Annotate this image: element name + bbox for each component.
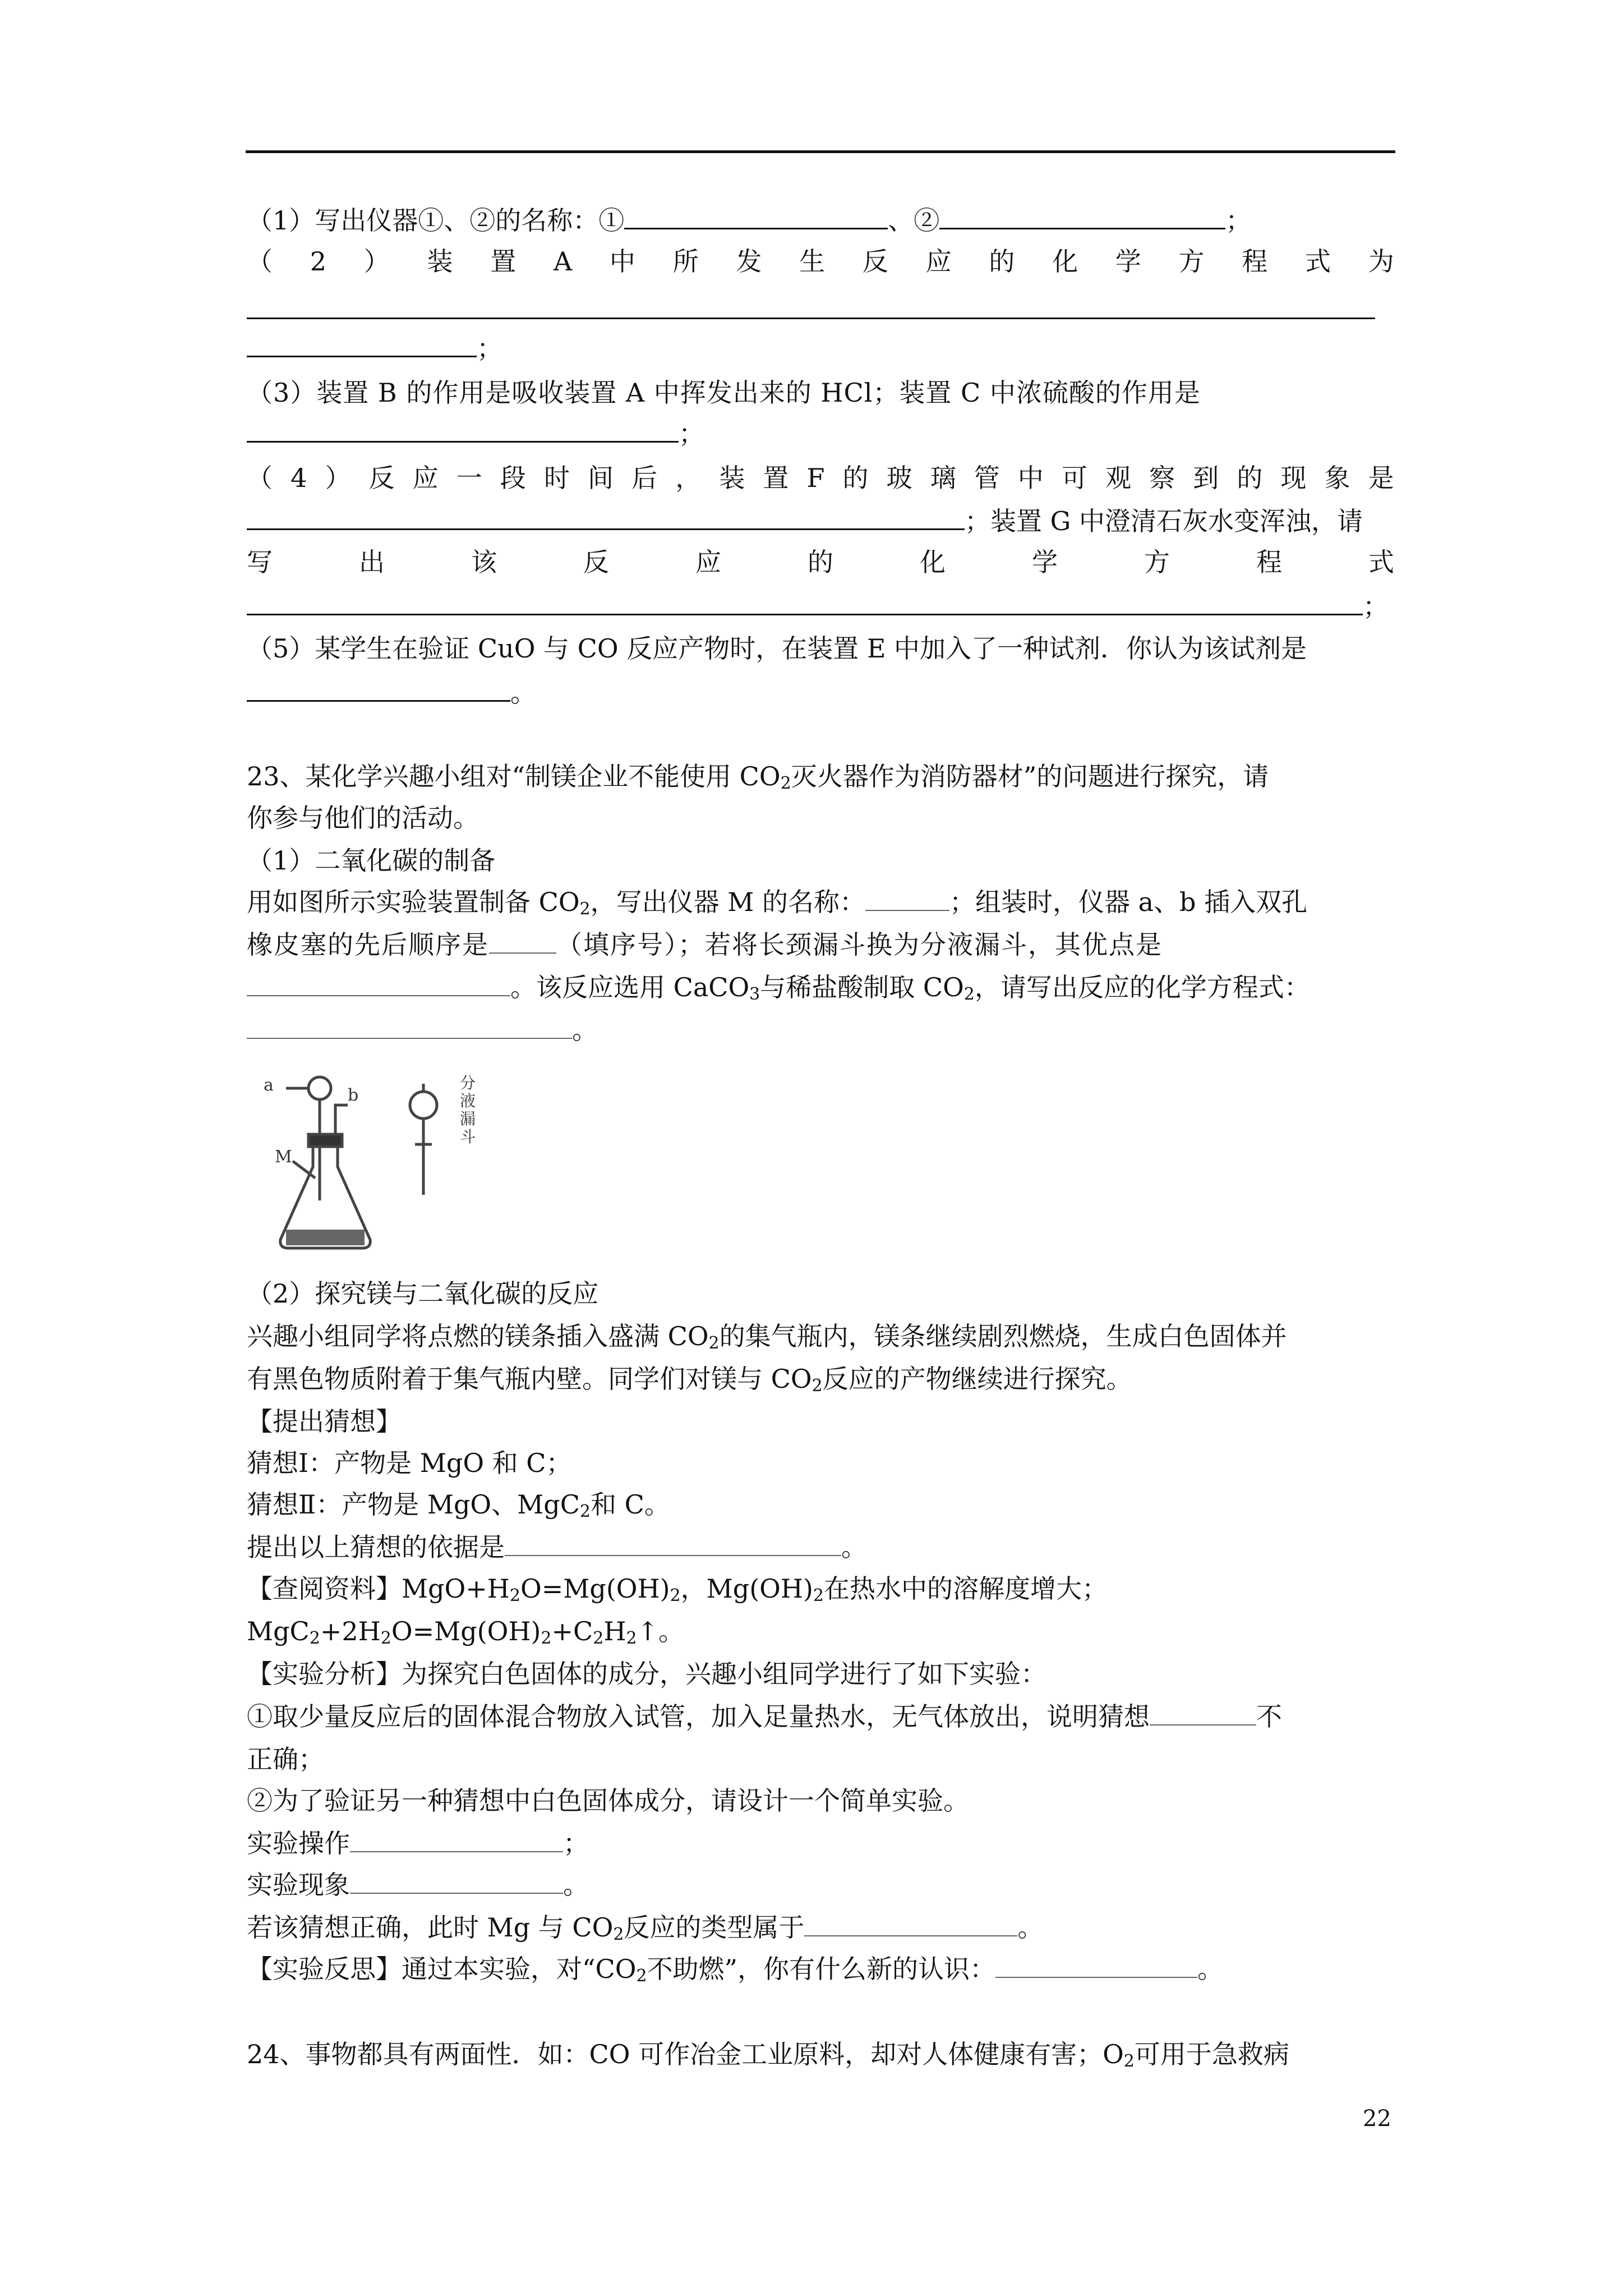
q22-part5-end: 。	[510, 678, 536, 708]
spread-token: 段	[500, 463, 526, 493]
q23-refl-a: 通过本实验，对“CO	[402, 1954, 637, 1984]
q23-ph-end: 。	[563, 1870, 589, 1900]
q23-p2l2-b: 反应的产物继续进行探究。	[822, 1364, 1132, 1394]
q23-ref1-b: O=Mg(OH)	[520, 1573, 670, 1604]
answer-blank-reflection[interactable]	[995, 1952, 1197, 1978]
q23-part1-line1	[247, 885, 1307, 919]
q23-hypo1-text: 猜想Ⅰ：产物是 MgO 和 C；	[247, 1448, 572, 1478]
q23-intro-line1	[247, 760, 1269, 793]
answer-blank-reaction-type[interactable]	[804, 1911, 1017, 1936]
spread-token: 后	[631, 463, 658, 493]
spread-token: 反	[368, 463, 395, 493]
q23-operation	[247, 1826, 589, 1860]
q23-hypo2-sub: 2	[579, 1502, 591, 1521]
q23-ref2	[247, 1614, 684, 1648]
q23-p2l1-sub: 2	[708, 1333, 720, 1353]
spread-token: ）	[363, 246, 390, 277]
q22-part2-end: ；	[477, 333, 502, 364]
answer-blank-phenomenon[interactable]	[350, 1868, 563, 1894]
spread-token: 方	[1144, 547, 1170, 577]
answer-blank-order[interactable]	[489, 928, 556, 954]
answer-blank-part5[interactable]	[247, 675, 510, 702]
q23-type-end: 。	[1017, 1912, 1044, 1943]
q23-part2-title-text: （2）探究镁与二氧化碳的反应	[247, 1278, 599, 1309]
q23-hypo-title	[247, 1405, 402, 1438]
answer-blank-operation[interactable]	[350, 1826, 563, 1852]
q22-part3-text: （3）装置 B 的作用是吸收装置 A 中挥发出来的 HCl；装置 C 中浓硫酸的作用是	[247, 378, 1201, 408]
spread-token: 间	[588, 463, 614, 493]
spread-token: 化	[1052, 246, 1078, 277]
q23-type-b: 反应的类型属于	[624, 1912, 805, 1943]
q23-part1-line3	[247, 970, 1310, 1004]
q22-part1-text: （1）写出仪器①、②的名称：①	[247, 205, 625, 236]
q23-ref1	[247, 1572, 1108, 1605]
spread-token: 装	[719, 463, 745, 493]
spread-token: 到	[1193, 463, 1219, 493]
q23-ana1-a: ①取少量反应后的固体混合物放入试管，加入足量热水，无气体放出，说明猜想	[247, 1701, 1150, 1732]
q23-l1-c: ；组装时，仪器 a、b 插入双孔	[949, 887, 1308, 917]
spread-token: 察	[1149, 463, 1175, 493]
spread-token: 应	[925, 246, 952, 277]
spread-token: 学	[1032, 547, 1058, 577]
q23-ana-text: 为探究白色固体的成分，兴趣小组同学进行了如下实验：	[402, 1659, 1046, 1689]
q23-analysis-1b	[247, 1742, 324, 1776]
q23-type-a: 若该猜想正确，此时 Mg 与 CO	[247, 1912, 614, 1943]
q23-refl-sub: 2	[636, 1966, 647, 1986]
spread-token: 可	[1061, 463, 1087, 493]
q23-intro-sub: 2	[780, 774, 791, 793]
q23-ph-a: 实验现象	[247, 1870, 350, 1900]
answer-blank-2[interactable]	[939, 203, 1225, 229]
q23-ana1-b: 不	[1256, 1701, 1282, 1732]
spread-token: ，	[675, 463, 702, 493]
answer-blank-part4b[interactable]	[247, 589, 1363, 615]
q23-l3-sub1: 3	[749, 984, 760, 1004]
spread-token: 为	[1368, 246, 1394, 277]
q23-basis-a: 提出以上猜想的依据是	[247, 1532, 505, 1562]
q23-part2-line1	[247, 1319, 1287, 1353]
spread-token: 所	[672, 246, 699, 277]
q22-part4-line	[247, 461, 1394, 495]
q24-l1-a: 24、事物都具有两面性．如：CO 可作冶金工业原料，却对人体健康有害；O	[247, 2039, 1124, 2069]
q22-part3	[247, 376, 1201, 409]
answer-blank-part2[interactable]	[247, 331, 477, 357]
q23-ana1-c: 正确；	[247, 1744, 324, 1774]
q23-intro-c: 你参与他们的活动。	[247, 803, 479, 833]
q22-part4-end: ；	[1363, 591, 1389, 622]
q23-l3-a: 。该反应选用 CaCO	[510, 972, 750, 1002]
answer-blank-advantage[interactable]	[247, 970, 510, 996]
answer-line-part2[interactable]	[247, 318, 1375, 319]
spread-token: 程	[1242, 246, 1268, 277]
spread-token: 出	[359, 547, 385, 577]
q22-part4-line3	[247, 545, 1394, 579]
q23-analysis-2	[247, 1784, 969, 1818]
q23-ref1-sub1: 2	[509, 1586, 521, 1605]
spread-token: 中	[609, 246, 635, 277]
q23-l4-end: 。	[572, 1015, 598, 1045]
q23-ref-title: 【查阅资料】	[247, 1573, 402, 1604]
q23-hypo2-a: 猜想Ⅱ：产物是 MgO、MgC	[247, 1489, 580, 1520]
q22-part2-end-line	[247, 331, 502, 365]
q23-part1-title	[247, 844, 495, 877]
q23-part1-title-text: （1）二氧化碳的制备	[247, 845, 496, 876]
q22-part5	[247, 632, 1307, 665]
q23-ana-title: 【实验分析】	[247, 1659, 402, 1689]
q23-l1-sub: 2	[579, 899, 591, 919]
q23-p2l1-b: 的集气瓶内，镁条继续剧烈燃烧，生成白色固体并	[719, 1321, 1287, 1351]
q23-refl-b: 不助燃”，你有什么新的认识：	[647, 1954, 996, 1984]
q23-l3-sub2: 2	[963, 984, 975, 1004]
spread-token: 装	[427, 246, 453, 277]
q23-basis	[247, 1530, 867, 1564]
q23-intro-a: 23、某化学兴趣小组对“制镁企业不能使用 CO	[247, 761, 781, 792]
q24-l1-b: 可用于急救病	[1134, 2039, 1289, 2069]
q23-op-a: 实验操作	[247, 1828, 350, 1858]
q23-basis-end: 。	[841, 1532, 867, 1562]
spread-token: 置	[490, 246, 517, 277]
q23-hypo1	[247, 1446, 572, 1480]
q23-part2-line2	[247, 1362, 1132, 1396]
q23-phenomenon	[247, 1868, 589, 1902]
answer-blank-part3[interactable]	[247, 416, 679, 443]
spread-token: 的	[989, 246, 1015, 277]
q23-reaction-type	[247, 1911, 1043, 1944]
q22-part3-end: ；	[679, 418, 704, 449]
figure-label-m: M	[275, 1147, 292, 1167]
spread-token: 象	[1324, 463, 1350, 493]
q23-reflection	[247, 1952, 1223, 1986]
q23-ref2-b: +2H	[320, 1616, 381, 1646]
q23-ref2-sub2: 2	[380, 1628, 391, 1648]
q23-ref2-sub5: 2	[626, 1628, 637, 1648]
q23-ref2-sub3: 2	[541, 1628, 552, 1648]
q24-line1	[247, 2037, 1289, 2071]
q22-part3-end-line	[247, 416, 704, 450]
spread-token: 中	[1017, 463, 1044, 493]
q23-part2-title	[247, 1277, 598, 1310]
figure-label-funnel: 分液漏斗	[460, 1074, 476, 1146]
spread-token: 玻	[886, 463, 912, 493]
spread-token: 的	[842, 463, 869, 493]
answer-blank-basis[interactable]	[505, 1530, 841, 1556]
q23-l1-a: 用如图所示实验装置制备 CO	[247, 887, 580, 917]
spread-token: 反	[583, 547, 609, 577]
spread-token: （	[247, 246, 273, 277]
spread-token: 璃	[930, 463, 956, 493]
spread-token: 应	[695, 547, 721, 577]
spread-token: 学	[1115, 246, 1141, 277]
q23-hypo2	[247, 1488, 670, 1521]
apparatus-figure	[264, 1071, 510, 1257]
spread-token: 反	[862, 246, 888, 277]
q23-part1-line2	[247, 928, 1163, 961]
spread-token: A	[553, 246, 573, 277]
spread-token: 发	[736, 246, 762, 277]
q23-p2l1-a: 兴趣小组同学将点燃的镁条插入盛满 CO	[247, 1321, 709, 1351]
q23-ref2-sub4: 2	[593, 1628, 604, 1648]
figure-label-b: b	[348, 1085, 359, 1105]
q22-part2-line	[247, 245, 1394, 278]
spread-token: 化	[920, 547, 946, 577]
answer-blank-instrument-m[interactable]	[865, 885, 949, 911]
spread-token: 式	[1368, 547, 1394, 577]
q23-analysis	[247, 1657, 1046, 1691]
spread-token: 现	[1280, 463, 1307, 493]
spread-token: 生	[799, 246, 826, 277]
page-number: 22	[1363, 2106, 1391, 2132]
q22-part4-end-line	[247, 589, 1389, 623]
spread-token: ）	[325, 463, 351, 493]
q23-ref2-e: H	[603, 1616, 626, 1646]
q23-type-sub: 2	[613, 1925, 624, 1944]
q23-ana2-text: ②为了验证另一种猜想中白色固体成分，请设计一个简单实验。	[247, 1786, 969, 1816]
q23-l3-b: 与稀盐酸制取 CO	[760, 972, 964, 1002]
q23-hypo-title-text: 【提出猜想】	[247, 1406, 402, 1437]
q23-l3-c: ，请写出反应的化学方程式：	[974, 972, 1310, 1002]
q23-ref2-d: +C	[551, 1616, 593, 1646]
q23-ref2-c: O=Mg(OH)	[391, 1616, 541, 1646]
q22-part5-end-line	[247, 675, 536, 710]
spread-token: 一	[456, 463, 482, 493]
q23-refl-title: 【实验反思】	[247, 1954, 402, 1984]
q23-op-end: ；	[563, 1828, 589, 1858]
q24-l1-sub: 2	[1123, 2051, 1135, 2071]
q23-l1-b: ，写出仪器 M 的名称：	[590, 887, 865, 917]
flask-solid-shape	[286, 1230, 365, 1245]
header-rule	[246, 150, 1395, 153]
q22-part4-tail: ；装置 G 中澄清石灰水变浑浊，请	[965, 506, 1363, 536]
q23-ref1-sub2: 2	[670, 1586, 681, 1605]
spread-token: F	[806, 463, 825, 493]
spread-token: 的	[808, 547, 833, 577]
q23-p2l2-sub: 2	[811, 1376, 823, 1396]
spread-token: 时	[543, 463, 570, 493]
q23-refl-end: 。	[1197, 1954, 1224, 1984]
spread-token: 写	[247, 547, 273, 577]
spread-token: 4	[291, 463, 307, 493]
q23-intro-line2	[247, 801, 479, 835]
figure-label-a: a	[264, 1075, 274, 1095]
spread-token: 该	[471, 547, 497, 577]
q23-ref2-f: ↑。	[637, 1616, 685, 1646]
q23-intro-b: 灭火器作为消防器材”的问题进行探究，请	[791, 761, 1269, 792]
spread-token: 观	[1105, 463, 1132, 493]
spread-token: 是	[1368, 463, 1394, 493]
q23-l2-a: 橡皮塞的先后顺序是	[247, 930, 489, 960]
spread-token: 的	[1237, 463, 1263, 493]
q23-ref1-sub3: 2	[813, 1586, 824, 1605]
answer-blank-hypothesis[interactable]	[1150, 1700, 1256, 1726]
answer-blank-part4a[interactable]	[247, 504, 965, 530]
q22-part1	[247, 203, 1251, 237]
q23-ref1-a: MgO+H	[402, 1573, 510, 1604]
spread-token: 管	[974, 463, 1000, 493]
spread-token: 式	[1305, 246, 1331, 277]
q22-part1-text-b: 、②	[888, 205, 940, 236]
spread-token: 应	[412, 463, 439, 493]
q23-ref2-a: MgC	[247, 1616, 310, 1646]
spread-token: 方	[1178, 246, 1205, 277]
q23-analysis-1	[247, 1700, 1282, 1733]
spread-token: 2	[310, 246, 327, 277]
q23-part1-line4	[247, 1013, 598, 1047]
q23-ref1-c: ，Mg(OH)	[680, 1573, 813, 1604]
q23-l2-b: （填序号）；若将长颈漏斗换为分液漏斗，其优点是	[556, 930, 1163, 960]
q23-p2l2-a: 有黑色物质附着于集气瓶内壁。同学们对镁与 CO	[247, 1364, 812, 1394]
q23-hypo2-b: 和 C。	[590, 1489, 670, 1520]
q22-part4-line2	[247, 504, 1363, 538]
q23-ref2-sub1: 2	[309, 1628, 320, 1648]
q23-ref1-d: 在热水中的溶解度增大；	[824, 1573, 1108, 1604]
q22-part1-end: ；	[1225, 205, 1252, 236]
spread-token: （	[247, 463, 273, 493]
spread-token: 程	[1256, 547, 1282, 577]
funnel-cup-shape	[308, 1077, 331, 1099]
answer-blank-1[interactable]	[624, 203, 888, 229]
q22-part5-text: （5）某学生在验证 CuO 与 CO 反应产物时，在装置 E 中加入了一种试剂．你认为该试剂是	[247, 633, 1307, 664]
spread-token: 置	[763, 463, 789, 493]
answer-blank-equation[interactable]	[247, 1013, 572, 1039]
